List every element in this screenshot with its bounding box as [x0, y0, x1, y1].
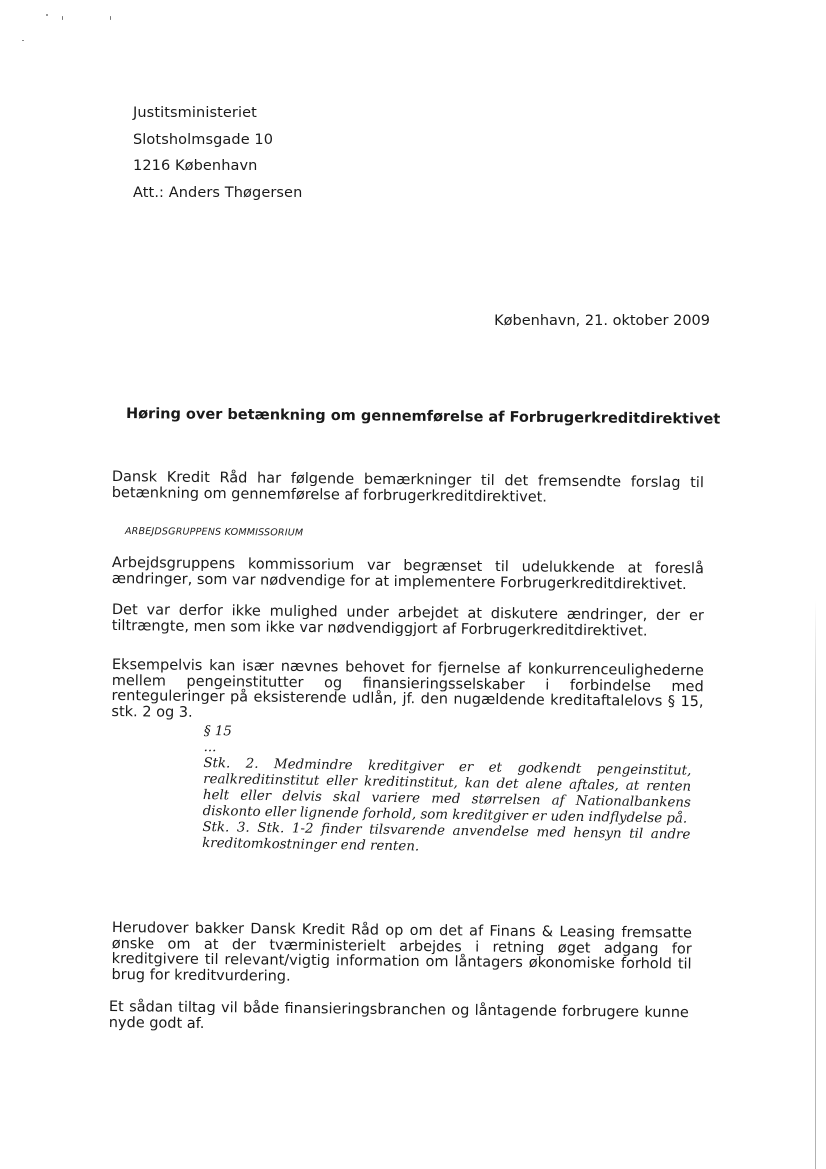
quote-stk2: Stk. 2. Medmindre kreditgiver er et godkendt pengeinstitut, realkreditinstitut eller kreditinstitut, kan det alene aftales, at renten helt eller delvis skal variere med størrelsen af Nationalbankens diskonto eller lignende forhold, som kreditgiver er uden indflydelse på.: [202, 755, 692, 827]
letter-subject: Høring over betænkning om gennemførelse af Forbrugerkreditdirektivet: [125, 406, 721, 428]
scan-edge: [815, 0, 816, 1169]
intro-paragraph: Dansk Kredit Råd har følgende bemærkninger til det fremsendte forslag til betænkning om gennemførelse af forbrugerkreditdirektivet.: [111, 469, 704, 506]
body-paragraph: Herudover bakker Dansk Kredit Råd op om det af Finans & Leasing fremsatte ønske om at der tværministerielt arbejdes i retning øget adgang for kreditgivere til relevant/vigtig information om låntagers økonomiske forhold til brug for kreditvurdering.: [111, 920, 692, 985]
body-paragraph: Et sådan tiltag vil både finansieringsbranchen og låntagende forbrugere kunne nyde godt af.: [108, 999, 689, 1032]
body-paragraph: Eksempelvis kan især nævnes behovet for fjernelse af konkurrenceulighederne mellem pengeinstitutter og finansieringsselskaber i forbindelse med renteguleringer på eksisterende udlån, jf. den nugældende kreditaftalelovs § 15, stk. 2 og 3.: [111, 657, 704, 721]
quote-stk3: Stk. 3. Stk. 1-2 finder tilsvarende anvendelse med hensyn til andre kreditomkostninger end renten.: [202, 819, 691, 855]
section-heading: ARBEJDSGRUPPENS KOMMISSORIUM: [124, 526, 304, 539]
scan-speck: [46, 14, 48, 16]
scan-speck: [62, 16, 63, 20]
scan-speck: [22, 40, 24, 41]
law-quote: [202, 724, 692, 860]
quote-section: § 15: [203, 724, 232, 740]
letter-date: København, 21. oktober 2009: [494, 313, 710, 329]
body-paragraph: Arbejdsgruppens kommissorium var begrænset til udelukkende at foreslå ændringer, som var nødvendige for at implementere Forbrugerkreditdirektivet.: [111, 555, 704, 593]
recipient-line: 1216 København: [133, 158, 258, 174]
recipient-line: Slotsholmsgade 10: [133, 131, 274, 148]
recipient-line: Justitsministeriet: [133, 105, 257, 121]
body-paragraph: Det var derfor ikke mulighed under arbejdet at diskutere ændringer, der er tiltrængte, men som ikke var nødvendiggjort af Forbrugerkreditdirektivet.: [111, 602, 704, 640]
quote-ellipsis: ...: [203, 739, 217, 756]
recipient-attention: Att.: Anders Thøgersen: [133, 184, 303, 201]
scan-speck: [110, 16, 111, 20]
recipient-address: [133, 100, 302, 206]
